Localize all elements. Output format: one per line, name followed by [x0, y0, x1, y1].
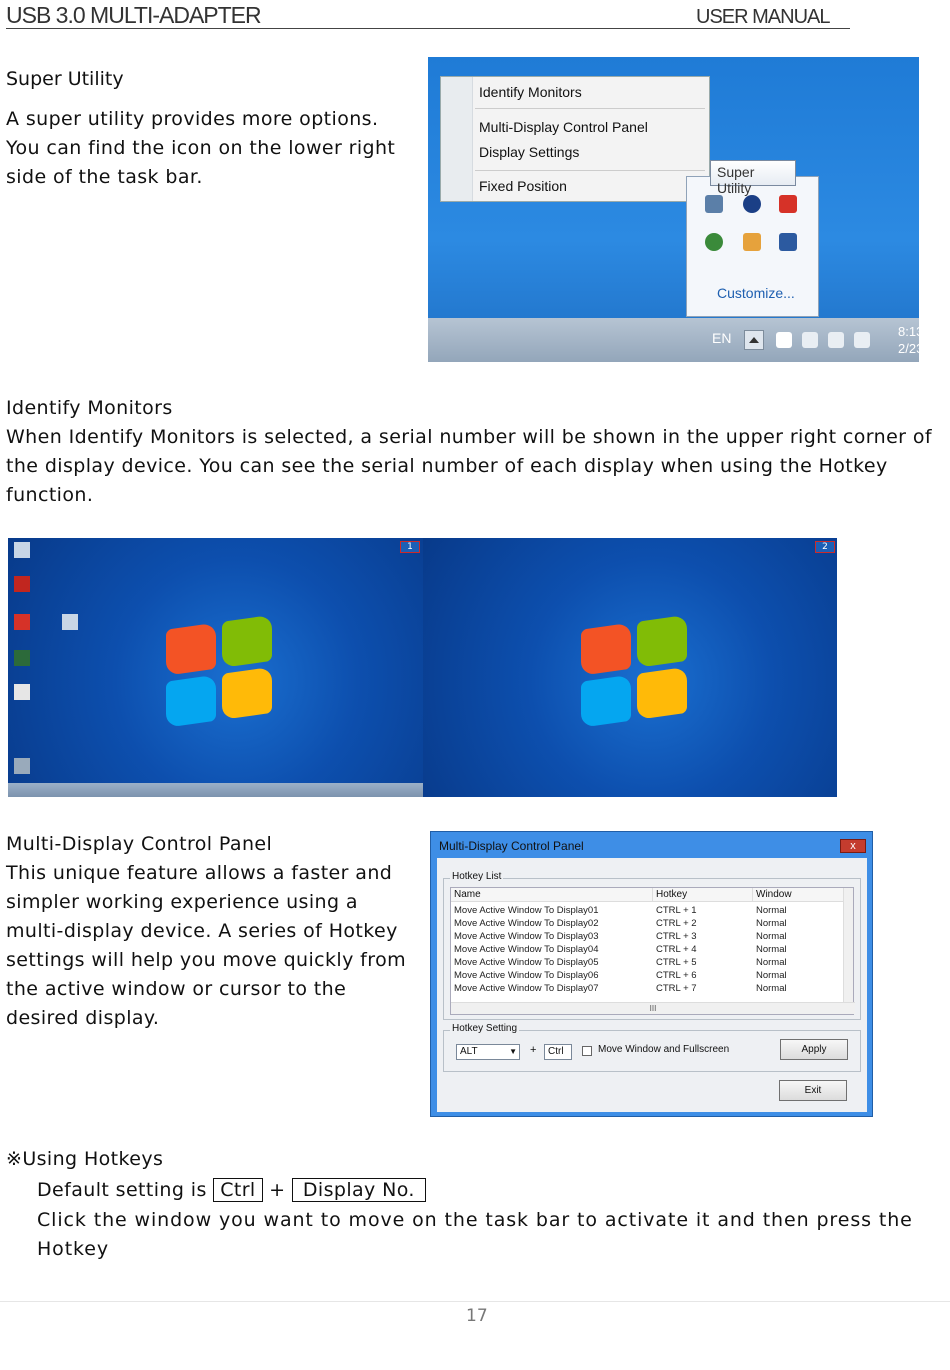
table-row[interactable]: [451, 943, 849, 956]
table-row[interactable]: [451, 917, 849, 930]
chevron-down-icon: ▼: [509, 1047, 517, 1056]
control-panel-window: [430, 831, 873, 1117]
ctrl-key: Ctrl: [213, 1178, 262, 1202]
text-line: Click the window you want to move on the task bar to activate it and then press the: [37, 1209, 913, 1231]
cell-hotkey: CTRL + 4: [656, 944, 697, 955]
cell-hotkey: CTRL + 7: [656, 983, 697, 994]
bluetooth-icon[interactable]: [743, 195, 761, 213]
super-utility-tooltip: Super Utility: [710, 160, 796, 186]
text-line: When Identify Monitors is selected, a serial number will be shown in the upper right corner of: [6, 426, 932, 448]
clock-time: 8:13: [898, 324, 924, 339]
cell-name: Move Active Window To Display05: [454, 957, 599, 968]
menu-separator: [475, 108, 705, 109]
text-line: settings will help you move quickly from: [6, 949, 406, 971]
device-icon[interactable]: [802, 332, 818, 348]
hotkey-list-group: [443, 871, 861, 1020]
recycle-bin-icon: [14, 542, 30, 558]
modifier-select[interactable]: [456, 1044, 520, 1060]
text-line: desired display.: [6, 1007, 160, 1029]
cell-window: Normal: [756, 931, 787, 942]
text-line: side of the task bar.: [6, 166, 203, 188]
display-number-badge: 2: [815, 541, 835, 553]
checkbox-label: Move Window and Fullscreen: [598, 1044, 730, 1055]
hotkeys-default: [37, 1176, 917, 1205]
flag-icon[interactable]: [776, 332, 792, 348]
text-line: multi-display device. A series of Hotkey: [6, 920, 398, 942]
clock[interactable]: [898, 323, 923, 357]
super-utility-screenshot: [428, 57, 924, 362]
text-line: A super utility provides more options.: [6, 108, 379, 130]
cell-window: Normal: [756, 944, 787, 955]
cell-name: Move Active Window To Display03: [454, 931, 599, 942]
hotkey-setting-label: Hotkey Setting: [452, 1023, 518, 1034]
antivirus-desktop-icon: [14, 614, 30, 630]
hotkey-setting-group: [443, 1023, 861, 1072]
desktop-display-2: [423, 538, 837, 797]
cell-hotkey: CTRL + 3: [656, 931, 697, 942]
control-panel-section: [6, 830, 416, 1033]
table-row[interactable]: [451, 930, 849, 943]
exit-button[interactable]: Exit: [779, 1080, 847, 1101]
header-rule: [6, 28, 850, 29]
pdf-reader-icon: [14, 576, 30, 592]
windows-logo-icon: [581, 614, 691, 729]
table-row[interactable]: [451, 969, 849, 982]
usb-safe-remove-icon[interactable]: [705, 233, 723, 251]
text-line: You can find the icon on the lower right: [6, 137, 396, 159]
menu-item-display-settings[interactable]: Display Settings: [479, 144, 580, 160]
cell-hotkey: CTRL + 6: [656, 970, 697, 981]
text-line: simpler working experience using a: [6, 891, 358, 913]
identify-section: [6, 394, 936, 510]
doc-section: USER MANUAL: [696, 6, 830, 28]
column-header-name[interactable]: Name: [451, 888, 653, 902]
antivirus-icon[interactable]: [779, 195, 797, 213]
hotkey-list-label: Hotkey List: [452, 871, 502, 882]
display-number-key: Display No.: [292, 1178, 426, 1202]
cell-window: Normal: [756, 957, 787, 968]
file-icon: [14, 684, 30, 700]
computer-icon: [14, 758, 30, 774]
close-button[interactable]: x: [840, 839, 866, 853]
graphics-tray-icon[interactable]: [779, 233, 797, 251]
show-hidden-icons-button[interactable]: [744, 330, 764, 350]
vertical-scrollbar[interactable]: [843, 888, 853, 1002]
taskbar: [428, 318, 924, 362]
table-row[interactable]: [451, 982, 849, 995]
windows-logo-icon: [166, 614, 276, 729]
context-menu: [440, 76, 710, 202]
default-setting-prefix: Default setting is: [37, 1179, 207, 1201]
text-line: the display device. You can see the serial number of each display when using the Hotkey: [6, 455, 888, 477]
super-utility-heading: Super Utility: [6, 68, 124, 90]
cell-name: Move Active Window To Display07: [454, 983, 599, 994]
column-header-hotkey[interactable]: Hotkey: [653, 888, 753, 902]
fullscreen-checkbox[interactable]: [582, 1046, 592, 1056]
window-body: [437, 858, 867, 1112]
text-line: function.: [6, 484, 94, 506]
menu-item-identify-monitors[interactable]: Identify Monitors: [479, 84, 582, 100]
network-tray-icon[interactable]: [743, 233, 761, 251]
cell-window: Normal: [756, 970, 787, 981]
app-icon: [14, 650, 30, 666]
text-line: This unique feature allows a faster and: [6, 862, 393, 884]
network-icon[interactable]: [828, 332, 844, 348]
text-line: Hotkey: [37, 1238, 110, 1260]
clock-date: 2/23: [898, 341, 924, 356]
horizontal-scrollbar[interactable]: III: [451, 1002, 855, 1014]
hotkeys-instruction: [37, 1206, 917, 1264]
shortcut-icon: [62, 614, 78, 630]
footer-rule: [0, 1301, 950, 1302]
cell-name: Move Active Window To Display02: [454, 918, 599, 929]
cell-window: Normal: [756, 918, 787, 929]
language-indicator[interactable]: EN: [712, 330, 732, 346]
identify-heading: Identify Monitors: [6, 397, 173, 419]
page-number: 17: [466, 1306, 488, 1326]
menu-gutter: [441, 77, 473, 201]
cell-hotkey: CTRL + 5: [656, 957, 697, 968]
plus-sign: +: [269, 1179, 286, 1201]
modifier-value: ALT: [460, 1046, 478, 1057]
cell-name: Move Active Window To Display06: [454, 970, 599, 981]
chevron-up-icon: [749, 337, 759, 343]
super-utility-text: [6, 105, 416, 192]
menu-item-control-panel[interactable]: Multi-Display Control Panel: [479, 119, 648, 135]
key-field[interactable]: Ctrl: [544, 1044, 572, 1060]
tray-overflow-panel: [686, 176, 819, 317]
apply-button[interactable]: Apply: [780, 1039, 848, 1060]
hotkeys-heading: ※Using Hotkeys: [6, 1148, 164, 1170]
cell-window: Normal: [756, 983, 787, 994]
monitor-tray-icon[interactable]: [705, 195, 723, 213]
cell-hotkey: CTRL + 1: [656, 905, 697, 916]
table-row[interactable]: [451, 904, 849, 917]
plus-sign: +: [530, 1044, 537, 1056]
volume-icon[interactable]: [854, 332, 870, 348]
window-title: Multi-Display Control Panel: [439, 839, 584, 853]
text-line: the active window or cursor to the: [6, 978, 347, 1000]
desktop-taskbar: [8, 783, 423, 797]
table-row[interactable]: [451, 956, 849, 969]
control-panel-heading: Multi-Display Control Panel: [6, 833, 273, 855]
menu-item-fixed-position[interactable]: Fixed Position: [479, 178, 567, 194]
customize-link[interactable]: Customize...: [717, 285, 795, 301]
hotkey-list[interactable]: [450, 887, 854, 1015]
display-number-badge: 1: [400, 541, 420, 553]
cell-window: Normal: [756, 905, 787, 916]
doc-title: USB 3.0 MULTI-ADAPTER: [6, 2, 261, 28]
desktop-display-1: [8, 538, 423, 797]
menu-separator: [475, 170, 705, 171]
column-header-window[interactable]: Window: [753, 888, 845, 902]
cell-name: Move Active Window To Display01: [454, 905, 599, 916]
cell-name: Move Active Window To Display04: [454, 944, 599, 955]
cell-hotkey: CTRL + 2: [656, 918, 697, 929]
